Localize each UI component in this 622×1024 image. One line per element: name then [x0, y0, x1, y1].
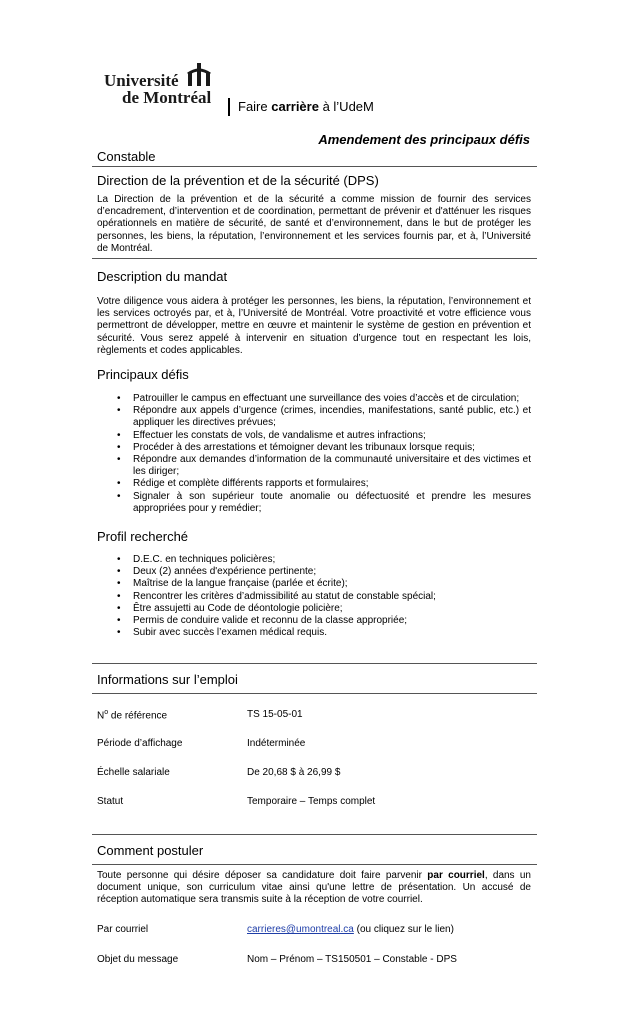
dps-description: La Direction de la prévention et de la sécurité a comme mission de fournir des services d’encadrement, d’intervention et de coordination, permettant de prévenir et d'atténuer les risques opérationnels en matière de sécurité, de santé et d’environnement, dans le but de protéger les personnes, les biens, la réputation, l’environnement et les services fournis par, et à, l’Université de Montréal. [97, 194, 531, 254]
challenges-list [97, 393, 531, 515]
status-value: Temporaire – Temps complet [247, 796, 376, 807]
email-link[interactable]: carrieres@umontreal.ca [247, 924, 354, 935]
subject-value: Nom – Prénom – TS150501 – Constable - DPS [247, 954, 457, 965]
list-item: • Répondre aux demandes d’information de la communauté universitaire et des victimes et les diriger; [97, 454, 531, 478]
list-item: • Patrouiller le campus en effectuant une surveillance des voies d’accès et de circulation; [97, 393, 531, 405]
logo-university: Université [104, 71, 179, 90]
divider [92, 166, 537, 167]
divider [92, 663, 537, 664]
list-item: • Permis de conduire valide et reconnu de la classe appropriée; [97, 615, 531, 627]
udem-logo-icon [186, 62, 212, 88]
salary-label: Échelle salariale [97, 767, 170, 778]
mandate-heading: Description du mandat [97, 269, 228, 284]
job-title: Constable [97, 149, 156, 164]
tagline: Faire carrière à l’UdeM [228, 98, 374, 116]
list-item: • Signaler à son supérieur toute anomalie ou défectuosité et prendre les mesures appropriées pour y remédier; [97, 491, 531, 515]
info-heading: Informations sur l’emploi [97, 672, 238, 687]
logo-montreal: de Montréal [122, 88, 212, 107]
list-item: • D.E.C. en techniques policières; [97, 554, 531, 566]
period-value: Indéterminée [247, 738, 306, 749]
divider [92, 834, 537, 835]
challenges-heading: Principaux défis [97, 367, 189, 382]
list-item: • Subir avec succès l’examen médical requis. [97, 627, 531, 639]
status-label: Statut [97, 796, 124, 807]
dps-heading: Direction de la prévention et de la sécurité (DPS) [97, 173, 379, 188]
list-item: • Répondre aux appels d’urgence (crimes, incendies, manifestations, santé public, etc.) et appliquer les directives prévues; [97, 405, 531, 429]
divider [92, 693, 537, 694]
email-row: carrieres@umontreal.ca (ou cliquez sur le lien) [247, 924, 454, 935]
reference-label: $N^o$ de référence [97, 709, 168, 722]
profile-list [97, 554, 531, 639]
list-item: • Rédige et complète différents rapports et formulaires; [97, 478, 531, 490]
subject-label: Objet du message [97, 954, 179, 965]
mandate-description: Votre diligence vous aidera à protéger les personnes, les biens, la réputation, l’environnement et les services octroyés par, et à, l’Université de Montréal. Votre proactivité et votre efficience vous permettront de développer, mettre en œuvre et maintenir le système de gestion en prévention et sécurité. Vous serez appelé à intervenir en situation d’urgence tout en respectant les lois, règlements et codes applicables. [97, 296, 531, 356]
salary-value: De 20,68 $ à 26,99 $ [247, 767, 341, 778]
amendment-title: Amendement des principaux défis [318, 132, 530, 147]
email-label: Par courriel [97, 924, 149, 935]
divider [92, 864, 537, 865]
list-item: • Deux (2) années d'expérience pertinente; [97, 566, 531, 578]
list-item: • Maîtrise de la langue française (parlée et écrite); [97, 578, 531, 590]
period-label: Période d’affichage [97, 738, 183, 749]
reference-value: TS 15-05-01 [247, 709, 303, 720]
divider [92, 258, 537, 259]
list-item: • Procéder à des arrestations et témoigner devant les tribunaux lorsque requis; [97, 442, 531, 454]
list-item: • Être assujetti au Code de déontologie policière; [97, 603, 531, 615]
list-item: • Effectuer les constats de vols, de vandalisme et autres infractions; [97, 430, 531, 442]
apply-heading: Comment postuler [97, 843, 204, 858]
apply-description: Toute personne qui désire déposer sa candidature doit faire parvenir par courriel, dans un document unique, son curriculum vitae ainsi qu'une lettre de présentation. Un accusé de réception automatique sera transmis suite à la réception de votre courriel. [97, 870, 531, 906]
list-item: • Rencontrer les critères d’admissibilité au statut de constable spécial; [97, 591, 531, 603]
profile-heading: Profil recherché [97, 529, 189, 544]
